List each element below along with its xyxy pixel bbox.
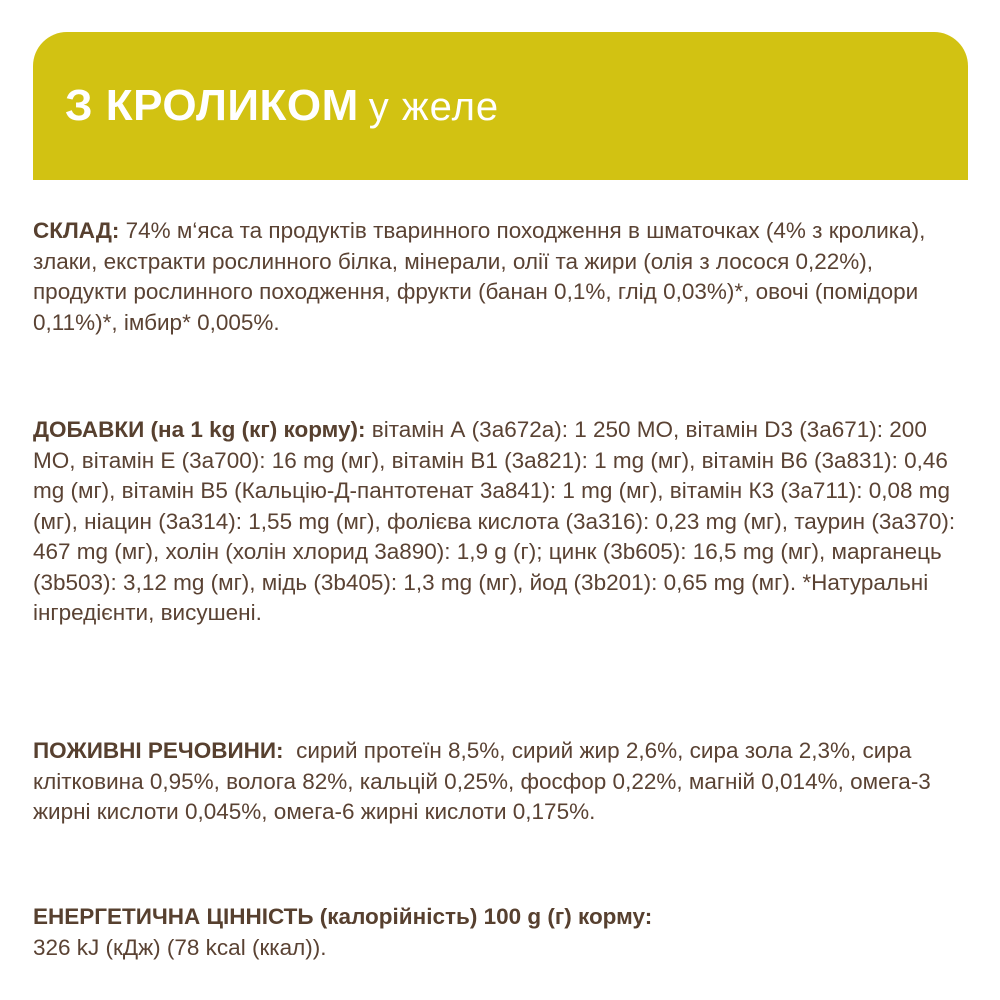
additives-text: вітамін А (3а672а): 1 250 МО, вітамін D3 (3а671): 200 МО, вітамін Е (3а700): 16 mg (мг), вітамін В1 (3а821): 1 mg (мг), вітамін В6 (3а831): 0,46 mg (мг), вітамін В5 (Кальцію-Д-пантотенат 3а841): 1 mg (мг), вітамін К3 (3а711): 0,08 mg (мг), ніацин (3а314): 1,55 mg (мг), фолієва кислота (3а316): 0,23 mg (мг), таурин (3а370): 467 mg (мг), холін (холін хлорид 3а890): 1,9 g (г); цинк (3b605): 16,5 mg (мг), марганець (3b503): 3,12 mg (мг), мідь (3b405): 1,3 mg (мг), йод (3b201): 0,65 mg (мг). *Натуральні інгредієнти, висушені. (33, 417, 956, 625)
product-title (65, 81, 500, 130)
nutrients-label: ПОЖИВНІ РЕЧОВИНИ: (33, 738, 284, 763)
composition-text: 74% м‘яса та продуктів тваринного походження в шматочках (4% з кролика), злаки, екстракти рослинного білка, мінерали, олії та жири (олія з лосося 0,22%), продукти рослинного походження, фрукти (банан 0,1%, глід 0,03%)*, овочі (помідори 0,11%)*, імбир* 0,005%. (33, 218, 926, 335)
composition-section (33, 216, 963, 338)
product-title-main: З КРОЛИКОМ (65, 81, 359, 130)
composition-label: СКЛАД: (33, 218, 120, 243)
energy-label: ЕНЕРГЕТИЧНА ЦІННІСТЬ (калорійність) 100 g (г) корму: (33, 904, 653, 929)
additives-label: ДОБАВКИ (на 1 kg (кг) корму): (33, 417, 366, 442)
additives-section (33, 415, 963, 629)
nutrients-text: сирий протеїн 8,5%, сирий жир 2,6%, сира зола 2,3%, сира клітковина 0,95%, волога 82%, кальцій 0,25%, фосфор 0,22%, магній 0,014%, омега-3 жирні кислоти 0,045%, омега-6 жирні кислоти 0,175%. (33, 738, 931, 824)
energy-text: 326 kJ (кДж) (78 kcal (ккал)). (33, 934, 327, 960)
product-title-sub: у желе (368, 85, 500, 129)
title-banner (33, 32, 968, 180)
energy-section (33, 902, 963, 963)
nutrients-section (33, 736, 963, 828)
